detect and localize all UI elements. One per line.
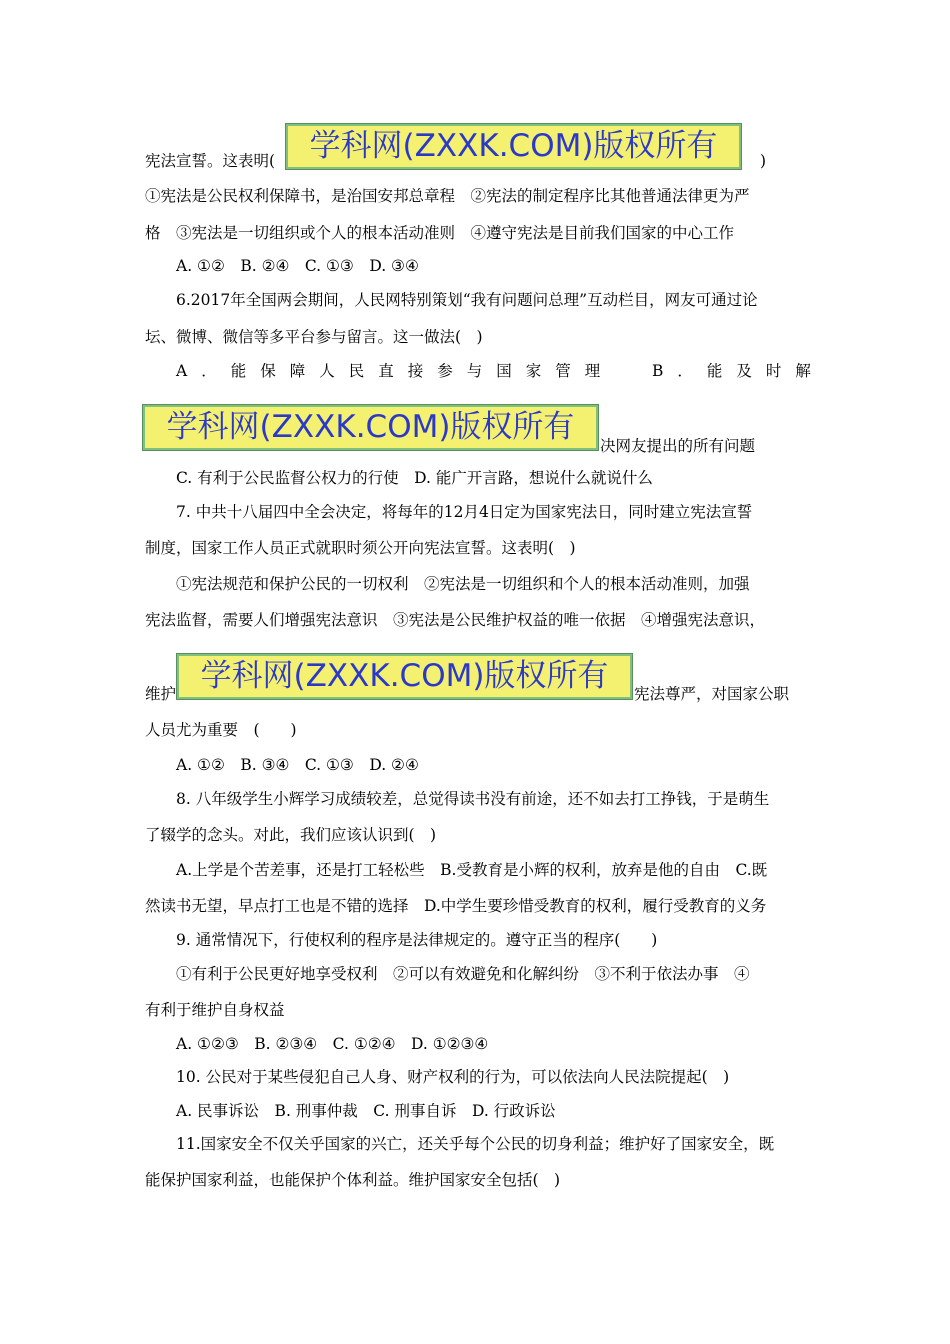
question-11-stem-line-2: 能保护国家利益，也能保护个体利益。维护国家安全包括( ) [145,1171,561,1189]
watermark-banner-2: 学科网(ZXXK.COM)版权所有 [143,405,598,450]
question-7-options-line-3a: 维护 [145,685,177,703]
question-5-stem-bracket: ) [760,152,767,170]
question-6-choices-cd: C. 有利于公民监督公权力的行使 D. 能广开言路，想说什么就说什么 [176,469,653,487]
question-7-stem-line-2: 制度，国家工作人员正式就职时须公开向宪法宣誓。这表明( ) [145,539,576,557]
question-8-stem-line-1: 8. 八年级学生小辉学习成绩较差，总觉得读书没有前途，还不如去打工挣钱，于是萌生 [176,790,770,808]
question-9-stem: 9. 通常情况下，行使权利的程序是法律规定的。遵守正当的程序( ) [176,931,658,949]
question-6-choice-a: A．能保障人民直接参与国家管理 [176,362,615,380]
question-7-choices: A. ①② B. ③④ C. ①③ D. ②④ [176,756,419,774]
question-9-options-line-1: ①有利于公民更好地享受权利 ②可以有效避免和化解纠纷 ③不利于依法办事 ④ [176,965,750,983]
question-7-stem-line-1: 7. 中共十八届四中全会决定，将每年的12月4日定为国家宪法日，同时建立宪法宣誓 [176,503,753,521]
question-10-stem: 10. 公民对于某些侵犯自己人身、财产权利的行为，可以依法向人民法院提起( ) [176,1068,730,1086]
question-5-options-line-2: 格 ③宪法是一切组织或个人的根本活动准则 ④遵守宪法是目前我们国家的中心工作 [145,224,735,242]
question-6-choice-b-cont: 决网友提出的所有问题 [600,437,756,455]
question-5-options-line-1: ①宪法是公民权利保障书，是治国安邦总章程 ②宪法的制定程序比其他普通法律更为严 [145,187,750,205]
question-8-choices-line-2: 然读书无望，早点打工也是不错的选择 D.中学生要珍惜受教育的权利，履行受教育的义务 [145,897,767,915]
question-6-choice-b: B．能及时解 [652,362,825,380]
question-7-options-line-1: ①宪法规范和保护公民的一切权利 ②宪法是一切组织和个人的根本活动准则，加强 [176,575,750,593]
question-5-choices: A. ①② B. ②④ C. ①③ D. ③④ [176,257,419,275]
question-7-options-line-3b: 宪法尊严，对国家公职 [634,685,790,703]
watermark-banner-3: 学科网(ZXXK.COM)版权所有 [177,654,632,699]
question-6-stem-line-1: 6.2017年全国两会期间，人民网特别策划“我有问题问总理”互动栏目，网友可通过论 [176,291,758,309]
question-10-choices: A. 民事诉讼 B. 刑事仲裁 C. 刑事自诉 D. 行政诉讼 [176,1102,556,1120]
question-5-stem-end: 宪法宣誓。这表明( [145,152,276,170]
question-7-options-line-4: 人员尤为重要 ( ) [145,721,297,739]
question-8-stem-line-2: 了辍学的念头。对此，我们应该认识到( ) [145,826,437,844]
question-11-stem-line-1: 11.国家安全不仅关乎国家的兴亡，还关乎每个公民的切身利益；维护好了国家安全，既 [176,1135,775,1153]
question-7-options-line-2: 宪法监督，需要人们增强宪法意识 ③宪法是公民维护权益的唯一依据 ④增强宪法意识， [145,611,766,629]
question-9-choices: A. ①②③ B. ②③④ C. ①②④ D. ①②③④ [176,1035,489,1053]
question-8-choices-line-1: A.上学是个苦差事，还是打工轻松些 B.受教育是小辉的权利，放弃是他的自由 C.既 [176,861,768,879]
question-6-stem-line-2: 坛、微博、微信等多平台参与留言。这一做法( ) [145,328,483,346]
watermark-banner-1: 学科网(ZXXK.COM)版权所有 [286,124,741,169]
question-9-options-line-2: 有利于维护自身权益 [145,1001,285,1019]
